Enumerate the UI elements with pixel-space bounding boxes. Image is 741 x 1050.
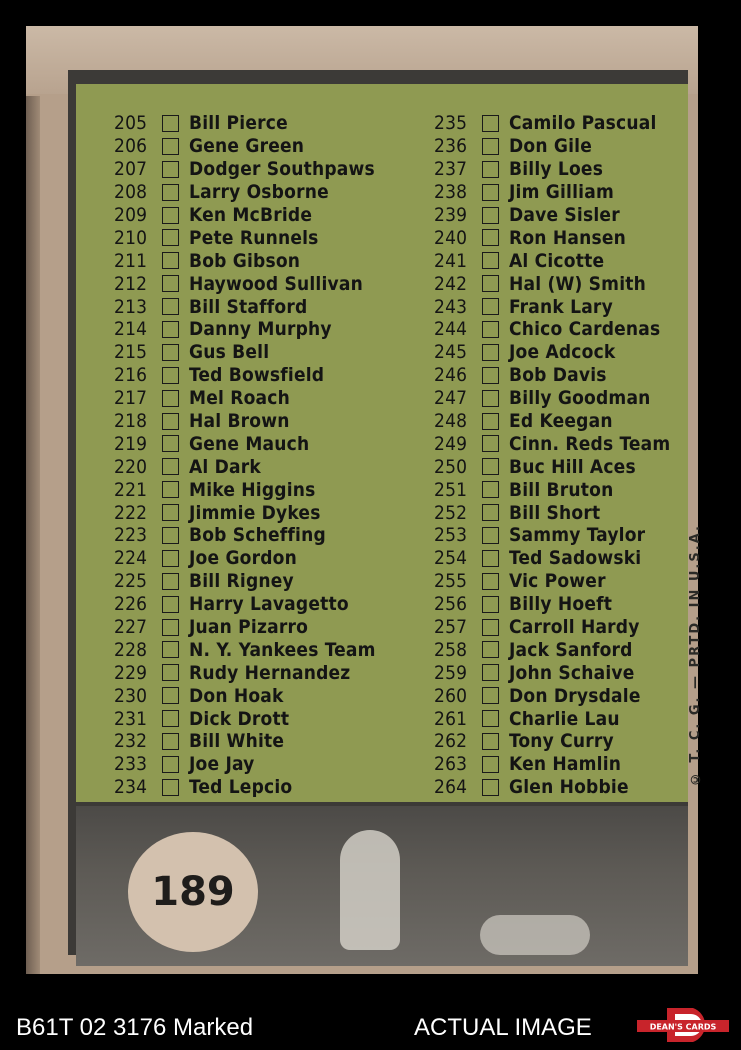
- checklist-row-right: [434, 547, 670, 570]
- player-name: Hal Brown: [189, 410, 290, 433]
- checklist-row-right: [434, 295, 670, 318]
- card-number-label: 220: [114, 455, 148, 478]
- card-number-label: 253: [434, 524, 468, 547]
- player-name: Charlie Lau: [509, 707, 620, 730]
- checklist-row-left: [114, 272, 376, 295]
- card-number-label: 256: [434, 593, 468, 616]
- checklist-left-column: [114, 112, 376, 799]
- player-name: Ron Hansen: [509, 226, 626, 249]
- checkbox: [162, 115, 179, 132]
- checklist-row-left: [114, 501, 376, 524]
- card-number-label: 257: [434, 616, 468, 639]
- checklist-row-left: [114, 661, 376, 684]
- card-number-label: 261: [434, 707, 468, 730]
- checkbox: [162, 435, 179, 452]
- player-name: N. Y. Yankees Team: [189, 638, 376, 661]
- actual-image-label: ACTUAL IMAGE: [414, 1014, 592, 1041]
- card-number-label: 219: [114, 432, 148, 455]
- card-number-label: 211: [114, 249, 148, 272]
- card-number-label: 224: [114, 547, 148, 570]
- player-name: Carroll Hardy: [509, 616, 640, 639]
- checklist-row-left: [114, 387, 376, 410]
- checklist-row-right: [434, 593, 670, 616]
- checkbox: [162, 367, 179, 384]
- player-name: Gus Bell: [189, 341, 270, 364]
- checkbox: [162, 321, 179, 338]
- player-name: Mel Roach: [189, 387, 290, 410]
- photo-player-figure: [340, 830, 400, 950]
- checkbox: [482, 687, 499, 704]
- player-name: Bill Pierce: [189, 112, 288, 135]
- checklist-row-right: [434, 661, 670, 684]
- checkbox: [162, 687, 179, 704]
- checkbox: [482, 710, 499, 727]
- checklist-row-left: [114, 249, 376, 272]
- checkbox: [482, 733, 499, 750]
- checkbox: [482, 481, 499, 498]
- card-number-label: 235: [434, 112, 468, 135]
- checklist-row-right: [434, 226, 670, 249]
- checklist-row-right: [434, 753, 670, 776]
- card-number-label: 212: [114, 272, 148, 295]
- player-name: Joe Gordon: [189, 547, 298, 570]
- checklist-row-left: [114, 730, 376, 753]
- checkbox: [482, 458, 499, 475]
- checklist-row-left: [114, 410, 376, 433]
- card-number-label: 214: [114, 318, 148, 341]
- checklist-row-left: [114, 753, 376, 776]
- checkbox: [482, 504, 499, 521]
- checklist-row-left: [114, 295, 376, 318]
- checklist-row-right: [434, 455, 670, 478]
- checklist-row-right: [434, 158, 670, 181]
- checkbox: [162, 733, 179, 750]
- checkbox: [162, 184, 179, 201]
- footer-bar: [0, 1000, 741, 1050]
- checklist-row-right: [434, 501, 670, 524]
- player-name: Jim Gilliam: [509, 181, 614, 204]
- player-name: Billy Loes: [509, 158, 604, 181]
- card-number-label: 243: [434, 295, 468, 318]
- player-name: Camilo Pascual: [509, 112, 657, 135]
- checklist-row-left: [114, 570, 376, 593]
- checkbox: [482, 161, 499, 178]
- card-number-label: 216: [114, 364, 148, 387]
- player-name: Ted Sadowski: [509, 547, 642, 570]
- player-name: Al Cicotte: [509, 249, 605, 272]
- checkbox: [162, 207, 179, 224]
- checkbox: [162, 664, 179, 681]
- checklist-row-left: [114, 341, 376, 364]
- player-name: Vic Power: [509, 570, 606, 593]
- player-name: Chico Cardenas: [509, 318, 661, 341]
- checkbox: [162, 641, 179, 658]
- player-name: Billy Goodman: [509, 387, 651, 410]
- checklist-row-right: [434, 387, 670, 410]
- checkbox: [482, 596, 499, 613]
- card-number-badge: [128, 832, 258, 952]
- player-name: Don Drysdale: [509, 684, 641, 707]
- copyright-text: © T. C. G. — PRTD. IN U.S.A.: [688, 524, 703, 786]
- checkbox: [482, 756, 499, 773]
- card-number-label: 247: [434, 387, 468, 410]
- player-name: Ken McBride: [189, 204, 313, 226]
- card-number-label: 262: [434, 730, 468, 753]
- deans-cards-logo: [637, 1006, 729, 1044]
- player-name: Cinn. Reds Team: [509, 432, 671, 455]
- player-name: Harry Lavagetto: [189, 593, 349, 616]
- card-left-edge: [26, 96, 40, 974]
- checklist-row-left: [114, 616, 376, 639]
- checklist-row-left: [114, 547, 376, 570]
- card-number-label: 206: [114, 135, 148, 158]
- player-name: Ed Keegan: [509, 410, 613, 433]
- player-name: Bill Stafford: [189, 295, 308, 318]
- checklist-row-left: [114, 204, 376, 227]
- card-number-label: 232: [114, 730, 148, 753]
- checkbox: [482, 550, 499, 567]
- card-number-label: 208: [114, 181, 148, 204]
- checklist-row-right: [434, 112, 670, 135]
- checklist-row-right: [434, 707, 670, 730]
- inventory-label: B61T 02 3176 Marked: [16, 1014, 254, 1041]
- checklist-row-left: [114, 318, 376, 341]
- checkbox: [482, 435, 499, 452]
- checklist-row-left: [114, 593, 376, 616]
- card-number-label: 252: [434, 501, 468, 524]
- checklist-row-right: [434, 616, 670, 639]
- player-name: Joe Adcock: [509, 341, 616, 364]
- player-name: Bill White: [189, 730, 285, 753]
- checkbox: [162, 527, 179, 544]
- card-number-label: 228: [114, 638, 148, 661]
- checklist-row-left: [114, 135, 376, 158]
- player-name: Billy Hoeft: [509, 593, 613, 616]
- checklist-row-right: [434, 638, 670, 661]
- player-name: Glen Hobbie: [509, 776, 629, 799]
- checkbox: [162, 550, 179, 567]
- card-number-label: 259: [434, 661, 468, 684]
- card-number-label: 221: [114, 478, 148, 501]
- card-number-label: 249: [434, 432, 468, 455]
- checkbox: [162, 229, 179, 246]
- player-name: Ken Hamlin: [509, 753, 622, 776]
- card-number-label: 246: [434, 364, 468, 387]
- card-number-label: 226: [114, 593, 148, 616]
- player-name: Don Hoak: [189, 684, 284, 707]
- card-number-label: 236: [434, 135, 468, 158]
- checklist-row-right: [434, 341, 670, 364]
- player-name: Rudy Hernandez: [189, 661, 351, 684]
- player-name: Mike Higgins: [189, 478, 316, 501]
- checkbox: [482, 641, 499, 658]
- checkbox: [482, 115, 499, 132]
- card-number-label: 218: [114, 410, 148, 433]
- card-number-label: 213: [114, 295, 148, 318]
- checkbox: [162, 481, 179, 498]
- checkbox: [162, 344, 179, 361]
- player-name: John Schaive: [509, 661, 635, 684]
- checklist-row-right: [434, 432, 670, 455]
- checkbox: [162, 619, 179, 636]
- card-number: 189: [151, 869, 235, 915]
- checkbox: [162, 161, 179, 178]
- card-number-label: 222: [114, 501, 148, 524]
- checklist-row-left: [114, 684, 376, 707]
- card-number-label: 217: [114, 387, 148, 410]
- player-name: Bob Davis: [509, 364, 607, 387]
- card-number-label: 231: [114, 707, 148, 730]
- player-name: Buc Hill Aces: [509, 455, 636, 478]
- player-name: Dodger Southpaws: [189, 158, 375, 181]
- checkbox: [482, 229, 499, 246]
- checklist-row-right: [434, 478, 670, 501]
- checkbox: [482, 321, 499, 338]
- checkbox: [162, 252, 179, 269]
- checkbox: [162, 504, 179, 521]
- player-name: Bob Gibson: [189, 249, 301, 272]
- player-name: Danny Murphy: [189, 318, 332, 341]
- player-name: Larry Osborne: [189, 181, 329, 204]
- checklist-row-left: [114, 455, 376, 478]
- player-name: Bill Rigney: [189, 570, 294, 593]
- checklist-row-left: [114, 776, 376, 799]
- checkbox: [482, 527, 499, 544]
- checklist-row-right: [434, 524, 670, 547]
- checklist-row-left: [114, 478, 376, 501]
- player-name: Gene Green: [189, 135, 305, 158]
- checklist-row-right: [434, 272, 670, 295]
- player-name: Bill Short: [509, 501, 601, 524]
- card-number-label: 239: [434, 204, 468, 226]
- card-number-label: 255: [434, 570, 468, 593]
- card-number-label: 260: [434, 684, 468, 707]
- checkbox: [482, 207, 499, 224]
- player-name: Gene Mauch: [189, 432, 310, 455]
- player-name: Pete Runnels: [189, 226, 319, 249]
- card-number-label: 215: [114, 341, 148, 364]
- checklist-row-left: [114, 364, 376, 387]
- player-name: Bob Scheffing: [189, 524, 326, 547]
- checkbox: [162, 596, 179, 613]
- card-number-label: 238: [434, 181, 468, 204]
- card-number-label: 210: [114, 226, 148, 249]
- checkbox: [482, 298, 499, 315]
- player-name: Jimmie Dykes: [189, 501, 321, 524]
- card-number-label: 241: [434, 249, 468, 272]
- checklist-row-left: [114, 638, 376, 661]
- checklist-row-right: [434, 410, 670, 433]
- player-name: Haywood Sullivan: [189, 272, 363, 295]
- checkbox: [162, 710, 179, 727]
- player-name: Dave Sisler: [509, 204, 620, 226]
- player-name: Bill Bruton: [509, 478, 614, 501]
- player-name: Joe Jay: [189, 753, 255, 776]
- player-name: Hal (W) Smith: [509, 272, 646, 295]
- card-number-label: 245: [434, 341, 468, 364]
- checkbox: [162, 413, 179, 430]
- checkbox: [482, 664, 499, 681]
- checklist-right-column: [434, 112, 670, 799]
- checklist-row-left: [114, 226, 376, 249]
- player-name: Ted Lepcio: [189, 776, 293, 799]
- checkbox: [162, 779, 179, 796]
- checkbox: [482, 367, 499, 384]
- checklist-row-left: [114, 181, 376, 204]
- checkbox: [482, 573, 499, 590]
- card-number-label: 223: [114, 524, 148, 547]
- checkbox: [162, 573, 179, 590]
- checklist-row-right: [434, 684, 670, 707]
- card-number-label: 242: [434, 272, 468, 295]
- card-number-label: 240: [434, 226, 468, 249]
- checkbox: [482, 275, 499, 292]
- checklist-row-right: [434, 204, 670, 227]
- checkbox: [162, 275, 179, 292]
- checkbox: [482, 390, 499, 407]
- checklist-row-right: [434, 364, 670, 387]
- checkbox: [162, 138, 179, 155]
- card-number-label: 264: [434, 776, 468, 799]
- checkbox: [482, 138, 499, 155]
- checkbox: [162, 298, 179, 315]
- card-number-label: 237: [434, 158, 468, 181]
- checklist-row-right: [434, 181, 670, 204]
- checklist-row-left: [114, 158, 376, 181]
- player-name: Al Dark: [189, 455, 261, 478]
- card-number-label: 263: [434, 753, 468, 776]
- checklist-row-right: [434, 570, 670, 593]
- card-number-label: 248: [434, 410, 468, 433]
- checklist-row-right: [434, 730, 670, 753]
- player-name: Ted Bowsfield: [189, 364, 325, 387]
- checklist-row-right: [434, 318, 670, 341]
- logo-text: DEAN'S CARDS: [649, 1022, 717, 1032]
- checklist-row-left: [114, 707, 376, 730]
- player-name: Frank Lary: [509, 295, 613, 318]
- card-number-label: 207: [114, 158, 148, 181]
- player-name: Juan Pizarro: [189, 616, 309, 639]
- card-number-label: 229: [114, 661, 148, 684]
- player-name: Don Gile: [509, 135, 592, 158]
- checkbox: [162, 458, 179, 475]
- checkbox: [482, 252, 499, 269]
- checkbox: [482, 413, 499, 430]
- photo-sliding-figure: [480, 915, 590, 955]
- checkbox: [482, 779, 499, 796]
- card-number-label: 234: [114, 776, 148, 799]
- checklist-row-left: [114, 112, 376, 135]
- checklist-row-right: [434, 249, 670, 272]
- card-number-label: 230: [114, 684, 148, 707]
- card-number-label: 233: [114, 753, 148, 776]
- checkbox: [162, 756, 179, 773]
- card-number-label: 251: [434, 478, 468, 501]
- checkbox: [162, 390, 179, 407]
- card-number-label: 205: [114, 112, 148, 135]
- card-number-label: 250: [434, 455, 468, 478]
- player-name: Tony Curry: [509, 730, 614, 753]
- card-number-label: 258: [434, 638, 468, 661]
- card-number-label: 225: [114, 570, 148, 593]
- card-number-label: 244: [434, 318, 468, 341]
- player-name: Jack Sanford: [509, 638, 633, 661]
- card-number-label: 227: [114, 616, 148, 639]
- player-name: Dick Drott: [189, 707, 290, 730]
- checkbox: [482, 184, 499, 201]
- checklist-row-right: [434, 135, 670, 158]
- player-name: Sammy Taylor: [509, 524, 646, 547]
- checkbox: [482, 619, 499, 636]
- checklist-row-left: [114, 432, 376, 455]
- card-number-label: 254: [434, 547, 468, 570]
- card-number-label: 209: [114, 204, 148, 226]
- checklist-row-right: [434, 776, 670, 799]
- checklist-row-left: [114, 524, 376, 547]
- checkbox: [482, 344, 499, 361]
